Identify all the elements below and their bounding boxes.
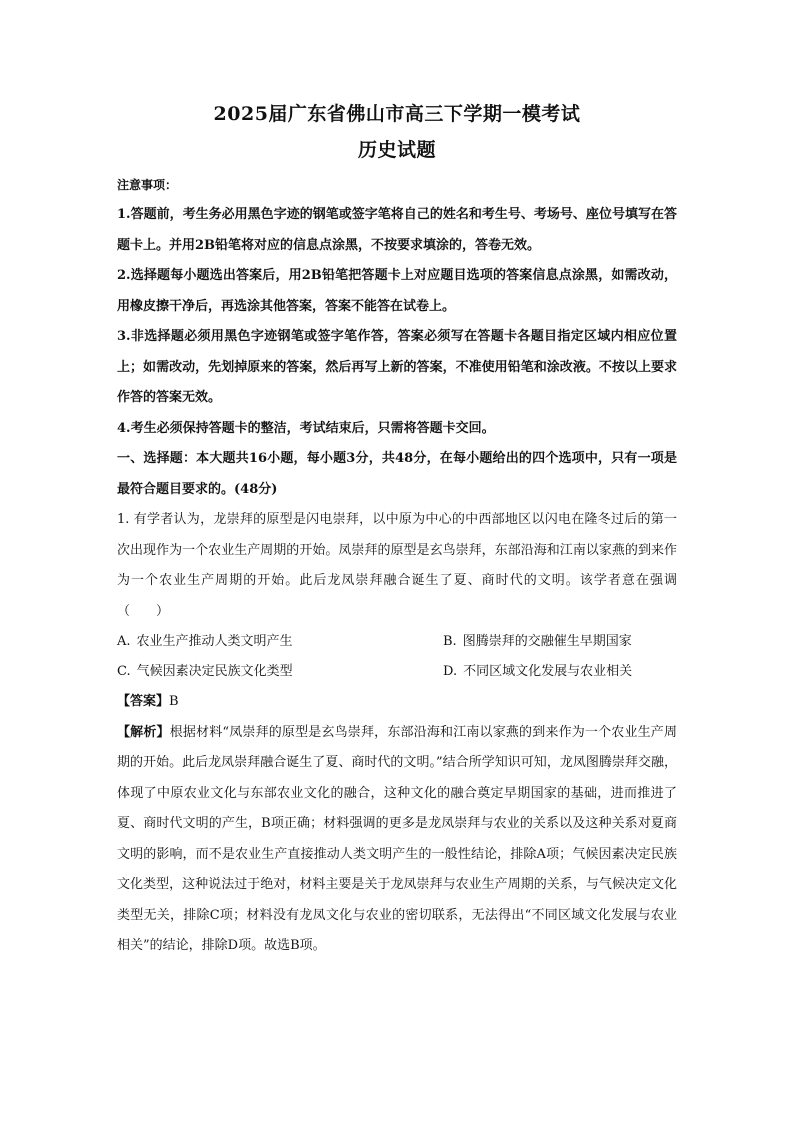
- answer-value: B: [169, 694, 179, 709]
- analysis-paragraph: [117, 718, 677, 962]
- answer-label: 【答案】: [117, 694, 170, 709]
- page-subtitle: 历史试题: [357, 139, 436, 161]
- exam-page: [117, 100, 677, 962]
- analysis-text: 根据材料“凤崇拜的原型是玄鸟崇拜，东部沿海和江南以家燕的到来作为一个农业生产周期的开始。此后龙凤崇拜融合诞生了夏、商时代的文明。”结合所学知识可知，龙凤图腾崇拜交融，体现了中原农业文化与东部农业文化的融合，这种文化的融合奠定早期国家的基础，进而推进了夏、商时代文明的产生，B项正确；材料强调的更多是龙凤崇拜与农业的关系以及这种关系对夏商文明的影响，而不是农业生产直接推动人类文明产生的一般性结论，排除A项；气候因素决定民族文化类型，这种说法过于绝对，材料主要是关于龙凤崇拜与农业生产周期的关系，与气候决定文化类型无关，排除C项；材料没有龙凤文化与农业的密切联系，无法得出“不同区域文化发展与农业相关”的结论，排除D项。故选B项。: [117, 724, 677, 953]
- option-list: [117, 627, 677, 687]
- question-stem: 1. 有学者认为，龙崇拜的原型是闪电崇拜，以中原为中心的中西部地区以闪电在隆冬过后的第一次出现作为一个农业生产周期的开始。凤崇拜的原型是玄鸟崇拜，东部沿海和江南以家燕的到来作为一个农业生产周期的开始。此后龙凤崇拜融合诞生了夏、商时代的文明。该学者意在强调（ ）: [117, 512, 677, 619]
- page-title: 2025届广东省佛山市高三下学期一模考试: [213, 103, 581, 125]
- analysis-label: 【解析】: [117, 724, 170, 740]
- question-1: [117, 505, 677, 962]
- option-a: [117, 627, 293, 657]
- option-b: [443, 627, 632, 657]
- option-text: 不同区域文化发展与农业相关: [463, 664, 633, 679]
- option-key: A.: [117, 634, 131, 649]
- option-key: D.: [443, 664, 458, 679]
- option-d: [443, 657, 632, 687]
- note-item-4: 4.考生必须保持答题卡的整洁，考试结束后，只需将答题卡交回。: [117, 420, 495, 436]
- answer-line: [117, 687, 677, 718]
- option-key: B.: [443, 634, 457, 649]
- option-text: 气候因素决定民族文化类型: [136, 664, 293, 679]
- section-heading: 一、选择题：本大题共16小题，每小题3分，共48分，在每小题给出的四个选项中，只有一项是最符合题目要求的。(48分): [117, 451, 677, 497]
- note-item-3: 3.非选择题必须用黑色字迹钢笔或签字笔作答，答案必须写在答题卡各题目指定区域内相应位置上；如需改动，先划掉原来的答案，然后再写上新的答案，不准使用铅笔和涂改液。不按以上要求作答的答案无效。: [117, 329, 677, 405]
- option-text: 农业生产推动人类文明产生: [136, 634, 293, 649]
- option-text: 图腾崇拜的交融催生早期国家: [462, 634, 632, 649]
- note-item-1: 1.答题前，考生务必用黑色字迹的钢笔或签字笔将自己的姓名和考生号、考场号、座位号填写在答题卡上。并用2B铅笔将对应的信息点涂黑，不按要求填涂的，答卷无效。: [117, 207, 677, 253]
- notes-section: [117, 174, 677, 444]
- notes-heading: 注意事项：: [117, 178, 178, 192]
- option-c: [117, 657, 293, 687]
- option-key: C.: [117, 664, 131, 679]
- note-item-2: 2.选择题每小题选出答案后，用2B铅笔把答题卡上对应题目选项的答案信息点涂黑，如需改动，用橡皮擦干净后，再选涂其他答案，答案不能答在试卷上。: [117, 268, 677, 314]
